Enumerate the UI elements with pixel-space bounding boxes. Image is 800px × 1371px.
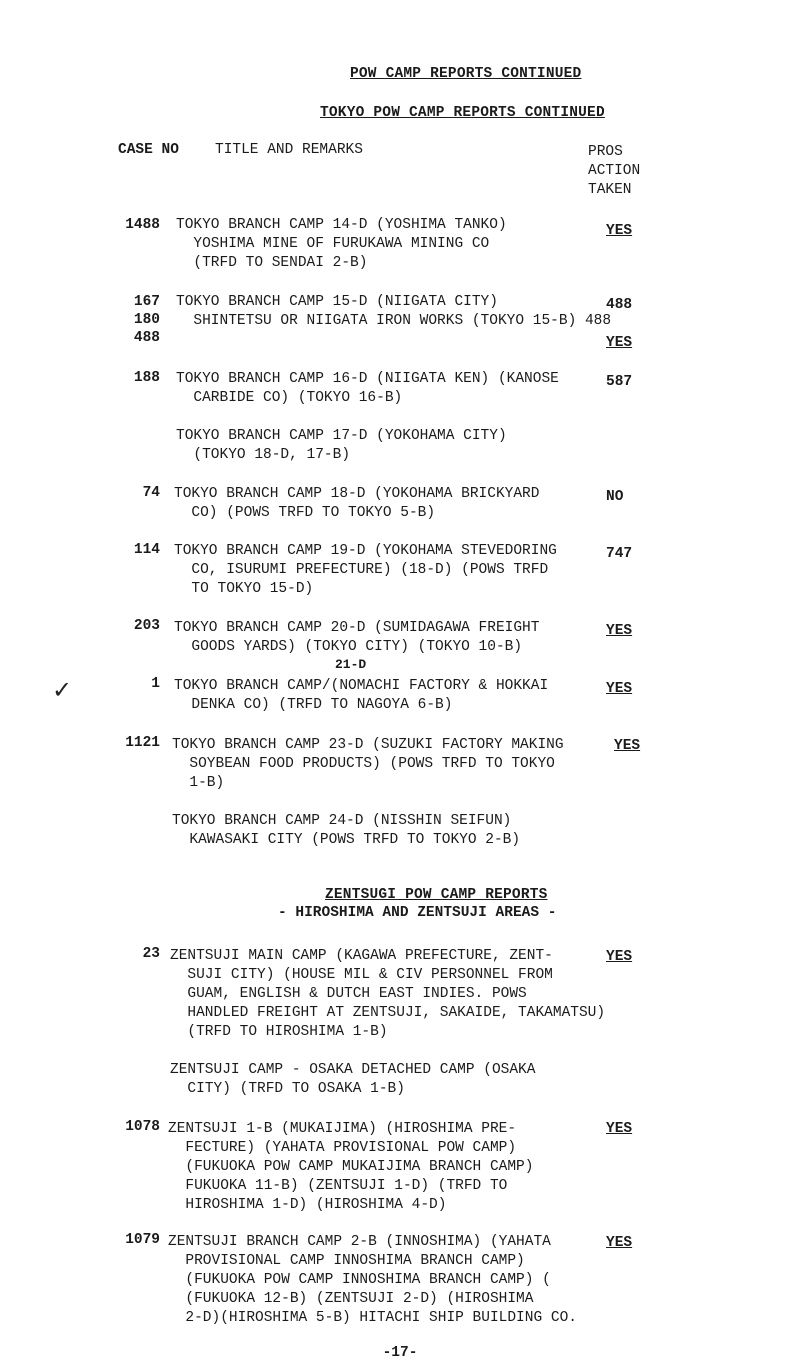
section-title-tokyo: TOKYO POW CAMP REPORTS CONTINUED xyxy=(320,105,605,121)
entry-line: YOSHIMA MINE OF FURUKAWA MINING CO xyxy=(176,236,490,252)
section-title-zentsuji: ZENTSUGI POW CAMP REPORTS xyxy=(325,887,548,903)
entry-line: TOKYO BRANCH CAMP 19-D (YOKOHAMA STEVEDORING xyxy=(174,543,557,559)
entry-line: SUJI CITY) (HOUSE MIL & CIV PERSONNEL FROM xyxy=(170,967,553,983)
entry-line: ZENTSUJI MAIN CAMP (KAGAWA PREFECTURE, ZENT- xyxy=(170,948,553,964)
action-taken: YES xyxy=(606,1235,633,1251)
entry-line: TOKYO BRANCH CAMP 15-D (NIIGATA CITY) xyxy=(176,294,498,310)
action-taken: NO xyxy=(606,489,624,505)
entry-line: CO) (POWS TRFD TO TOKYO 5-B) xyxy=(174,505,436,521)
action-taken: YES xyxy=(606,223,633,239)
case-number: 180 xyxy=(133,312,160,328)
handwritten-insert: 21-D xyxy=(335,657,367,672)
case-number: 74 xyxy=(142,485,160,501)
case-number: 1078 xyxy=(125,1119,160,1135)
case-number: 488 xyxy=(133,330,160,346)
action-taken: YES xyxy=(606,623,633,639)
page-title: POW CAMP REPORTS CONTINUED xyxy=(350,66,582,82)
entry-line: TOKYO BRANCH CAMP 20-D (SUMIDAGAWA FREIGHT xyxy=(174,620,540,636)
entry-line: TOKYO BRANCH CAMP 14-D (YOSHIMA TANKO) xyxy=(176,217,507,233)
action-taken: 488 xyxy=(606,297,633,313)
entry-line: TO TOKYO 15-D) xyxy=(174,581,314,597)
case-number: 114 xyxy=(133,542,160,558)
case-number: 1 xyxy=(151,676,160,692)
column-header-title: TITLE AND REMARKS xyxy=(215,142,363,158)
case-number: 188 xyxy=(133,370,160,386)
column-header-case-no: CASE NO xyxy=(118,142,179,158)
entry-line: (TRFD TO HIROSHIMA 1-B) xyxy=(170,1024,388,1040)
action-taken: 587 xyxy=(606,374,633,390)
case-number: 1121 xyxy=(125,735,160,751)
section-subtitle: - HIROSHIMA AND ZENTSUJI AREAS - xyxy=(278,905,557,921)
entry-line: (TOKYO 18-D, 17-B) xyxy=(176,447,351,463)
entry-line: TOKYO BRANCH CAMP 17-D (YOKOHAMA CITY) xyxy=(176,428,507,444)
column-header-action-1: PROS xyxy=(588,144,623,160)
action-taken: YES xyxy=(606,1121,633,1137)
entry-line: (FUKUOKA POW CAMP MUKAIJIMA BRANCH CAMP) xyxy=(168,1159,534,1175)
case-number: 1079 xyxy=(125,1232,160,1248)
column-header-action-2: ACTION xyxy=(588,163,641,179)
entry-line: (FUKUOKA POW CAMP INNOSHIMA BRANCH CAMP) ( xyxy=(168,1272,551,1288)
entry-line: ZENTSUJI BRANCH CAMP 2-B (INNOSHIMA) (YAHATA xyxy=(168,1234,551,1250)
entry-line: CARBIDE CO) (TOKYO 16-B) xyxy=(176,390,403,406)
entry-line: DENKA CO) (TRFD TO NAGOYA 6-B) xyxy=(174,697,453,713)
entry-line: HIROSHIMA 1-D) (HIROSHIMA 4-D) xyxy=(168,1197,447,1213)
action-taken: YES xyxy=(606,949,633,965)
entry-line: ZENTSUJI CAMP - OSAKA DETACHED CAMP (OSAKA xyxy=(170,1062,536,1078)
entry-line: SOYBEAN FOOD PRODUCTS) (POWS TRFD TO TOKYO xyxy=(172,756,555,772)
entry-line: TOKYO BRANCH CAMP/(NOMACHI FACTORY & HOKKAI xyxy=(174,678,549,694)
entry-line: FUKUOKA 11-B) (ZENTSUJI 1-D) (TRFD TO xyxy=(168,1178,508,1194)
entry-line: GOODS YARDS) (TOKYO CITY) (TOKYO 10-B) xyxy=(174,639,523,655)
entry-line: FECTURE) (YAHATA PROVISIONAL POW CAMP) xyxy=(168,1140,517,1156)
entry-line: ZENTSUJI 1-B (MUKAIJIMA) (HIROSHIMA PRE- xyxy=(168,1121,517,1137)
check-mark-icon: ✓ xyxy=(52,676,73,704)
entry-line: TOKYO BRANCH CAMP 18-D (YOKOHAMA BRICKYARD xyxy=(174,486,540,502)
action-taken: YES xyxy=(606,335,633,351)
entry-line: SHINTETSU OR NIIGATA IRON WORKS (TOKYO 15-B) 488 xyxy=(176,313,612,329)
entry-line: PROVISIONAL CAMP INNOSHIMA BRANCH CAMP) xyxy=(168,1253,525,1269)
action-taken: 747 xyxy=(606,546,633,562)
action-taken: YES xyxy=(614,738,641,754)
case-number: 1488 xyxy=(125,217,160,233)
page-number: -17- xyxy=(382,1345,418,1361)
entry-line: CITY) (TRFD TO OSAKA 1-B) xyxy=(170,1081,405,1097)
entry-line: TOKYO BRANCH CAMP 23-D (SUZUKI FACTORY MAKING xyxy=(172,737,564,753)
entry-line: 2-D)(HIROSHIMA 5-B) HITACHI SHIP BUILDING CO. xyxy=(168,1310,577,1326)
entry-line: CO, ISURUMI PREFECTURE) (18-D) (POWS TRFD xyxy=(174,562,549,578)
case-number: 167 xyxy=(133,294,160,310)
case-number: 203 xyxy=(133,618,160,634)
entry-line: GUAM, ENGLISH & DUTCH EAST INDIES. POWS xyxy=(170,986,527,1002)
entry-line: KAWASAKI CITY (POWS TRFD TO TOKYO 2-B) xyxy=(172,832,521,848)
entry-line: (FUKUOKA 12-B) (ZENTSUJI 2-D) (HIROSHIMA xyxy=(168,1291,534,1307)
entry-line: 1-B) xyxy=(172,775,225,791)
entry-line: TOKYO BRANCH CAMP 16-D (NIIGATA KEN) (KANOSE xyxy=(176,371,559,387)
entry-line: (TRFD TO SENDAI 2-B) xyxy=(176,255,368,271)
action-taken: YES xyxy=(606,681,633,697)
column-header-action-3: TAKEN xyxy=(588,182,632,198)
entry-line: TOKYO BRANCH CAMP 24-D (NISSHIN SEIFUN) xyxy=(172,813,512,829)
entry-line: HANDLED FREIGHT AT ZENTSUJI, SAKAIDE, TAKAMATSU) xyxy=(170,1005,606,1021)
case-number: 23 xyxy=(142,946,160,962)
